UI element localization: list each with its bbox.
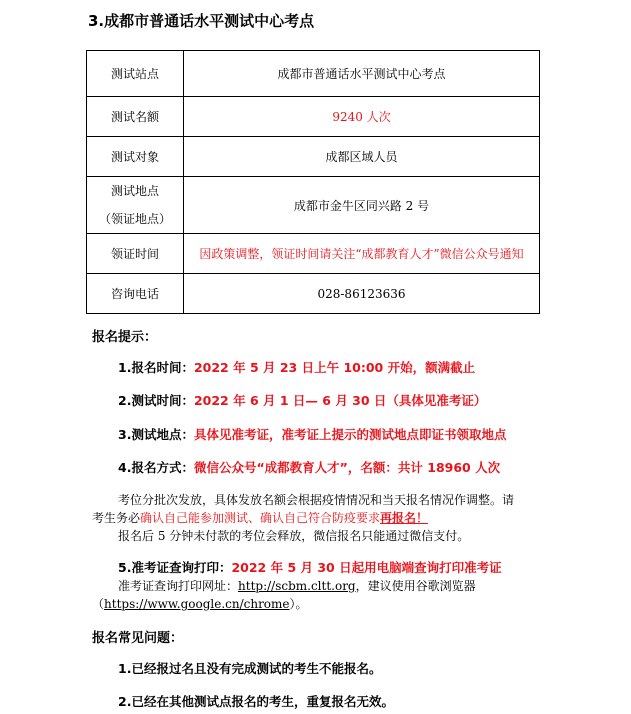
- notice-line-1: 考位分批次发放，具体发放名额会根据疫情情况和当天报名情况作调整。请: [118, 493, 515, 507]
- tip-item: [118, 358, 475, 376]
- table-row: [87, 234, 540, 274]
- tip-item: [118, 458, 500, 476]
- notice-line-2: [92, 509, 428, 526]
- tip-value: 2022 年 5 月 23 日上午 10:00 开始，额满截止: [193, 360, 476, 375]
- row-label: 测试名额: [87, 97, 184, 137]
- row-label: 测试站点: [87, 51, 184, 97]
- tip-value: 2022 年 6 月 1 日— 6 月 30 日（具体见准考证）: [193, 393, 487, 408]
- tip-label: 测试地点：: [131, 427, 194, 442]
- faq-title: 报名常见问题：: [92, 631, 184, 646]
- table-row: [87, 177, 540, 234]
- table-row: [87, 97, 540, 137]
- paren-open: （: [92, 597, 105, 611]
- paren-close: ）。: [289, 597, 308, 611]
- tip-number: 5.: [118, 560, 132, 575]
- tip-value: 具体见准考证，准考证上提示的测试地点即证书领取地点: [193, 427, 507, 442]
- tip-label: 准考证查询打印：: [131, 560, 232, 575]
- browser-hint: ，建议使用谷歌浏览器: [355, 579, 476, 593]
- tip-number: 3.: [118, 427, 132, 442]
- faq-item: [118, 692, 394, 710]
- row-label: 领证时间: [87, 234, 184, 274]
- row-label: 咨询电话: [87, 274, 184, 314]
- chrome-url-line: [92, 595, 308, 612]
- tip-item: [118, 391, 486, 409]
- tips-title: 报名提示：: [92, 330, 158, 345]
- row-label: 测试地点: [110, 184, 159, 198]
- tip-number: 4.: [118, 460, 132, 475]
- notice-warning: 确认自己能参加测试、确认自己符合防疫要求: [140, 511, 381, 525]
- tip-label: 报名方式：: [131, 460, 194, 475]
- row-value: 成都市普通话水平测试中心考点: [184, 51, 540, 97]
- print-url-line: [118, 577, 476, 594]
- row-value: 成都区域人员: [184, 137, 540, 177]
- tip-value: 微信公众号“成都教育人才”，名额：共计 18960 人次: [193, 460, 501, 475]
- tip-item: [118, 425, 506, 443]
- faq-item: [118, 659, 381, 677]
- print-url-link[interactable]: http://scbm.cltt.org: [238, 579, 356, 593]
- faq-number: 2.: [118, 694, 132, 709]
- tip-number: 1.: [118, 360, 132, 375]
- tip-label: 测试时间：: [131, 393, 194, 408]
- row-value: 9240 人次: [184, 97, 540, 137]
- table-row: [87, 51, 540, 97]
- row-value: 因政策调整，领证时间请关注“成都教育人才”微信公众号通知: [184, 234, 540, 274]
- register-again-link[interactable]: 再报名！: [380, 511, 429, 525]
- tip-item: [118, 558, 502, 576]
- notice-line-3: 报名后 5 分钟未付款的考位会释放，微信报名只能通过微信支付。: [118, 529, 470, 543]
- tip-number: 2.: [118, 393, 132, 408]
- row-label: 测试对象: [87, 137, 184, 177]
- row-label-multi: [87, 177, 184, 234]
- table-row: [87, 274, 540, 314]
- tip-label: 报名时间：: [131, 360, 194, 375]
- row-value: 成都市金牛区同兴路 2 号: [184, 177, 540, 234]
- row-value: 028-86123636: [184, 274, 540, 314]
- faq-text: 已经报过名且没有完成测试的考生不能报名。: [131, 661, 382, 676]
- faq-text: 已经在其他测试点报名的考生，重复报名无效。: [131, 694, 394, 709]
- section-heading: 3.成都市普通话水平测试中心考点: [88, 12, 315, 30]
- print-url-label: 准考证查询打印网址：: [118, 579, 239, 593]
- table-row: [87, 137, 540, 177]
- tip-value: 2022 年 5 月 30 日起用电脑端查询打印准考证: [231, 560, 502, 575]
- row-label-sub: （领证地点）: [98, 212, 171, 226]
- faq-number: 1.: [118, 661, 132, 676]
- chrome-download-link[interactable]: https://www.google.cn/chrome: [104, 597, 290, 611]
- notice-text: 考生务必: [92, 511, 141, 525]
- test-center-table: [86, 50, 540, 314]
